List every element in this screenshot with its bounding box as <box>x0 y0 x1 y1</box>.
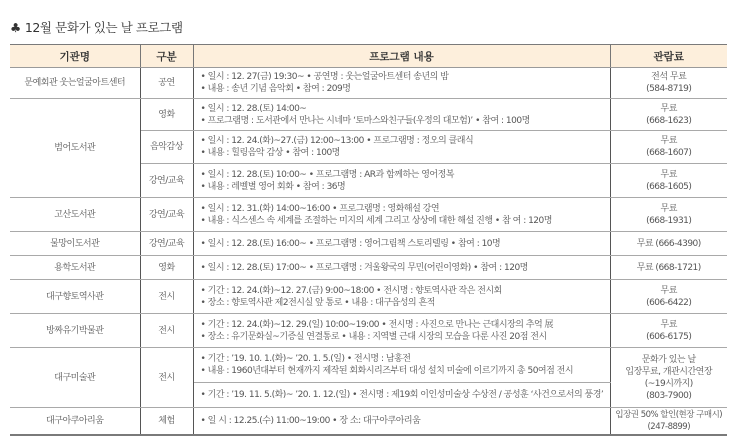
content-cell <box>193 99 610 131</box>
header-category: 구분 <box>140 45 193 68</box>
content-line: • 기간 : 12. 24.(화)~12. 29.(일) 10:00~19:00 • 전시명 : 사진으로 만나는 근대시장의 추억 展 <box>200 319 554 330</box>
org-cell: 범어도서관 <box>10 99 140 198</box>
content-line: • 일시 : 12. 27(금) 19:30~ • 공연명 : 웃는얼굴아트센터 송년의 밤 <box>200 72 449 82</box>
fee-line: 입장무료, 개관시간연장 <box>625 366 713 377</box>
content-cell <box>193 383 610 408</box>
category-cell: 영화 <box>140 256 193 280</box>
fee-cell: 무료 (666-4390) <box>610 232 727 256</box>
table-row <box>10 280 727 314</box>
fee-line: (606-6422) <box>646 297 692 308</box>
content-line: • 장소 : 향토역사관 제2전시실 앞 통로 • 내용 : 대구읍성의 흔적 <box>200 297 435 308</box>
fee-line: (668-1623) <box>646 115 692 126</box>
fee-line: 전석 무료 <box>651 72 687 82</box>
table-row <box>10 99 727 131</box>
fee-line: 무료 <box>660 103 677 114</box>
fee-cell <box>610 164 727 198</box>
fee-line: (606-6175) <box>646 331 692 342</box>
content-line: • 장소 : 유기문화실~기증실 연결통로 • 내용 : 지역별 근대 시장의 모습을 다룬 사진 20점 전시 <box>200 331 547 342</box>
content-cell <box>193 164 610 198</box>
header-program-content: 프로그램 내용 <box>193 45 610 68</box>
fee-line: 무료 <box>660 169 677 180</box>
content-line: • 내용 : 1960년대부터 현재까지 제작된 회화시리즈부터 대성 설치 미술에 이르기까지 총 50여점 전시 <box>200 366 574 376</box>
content-line: • 내용 : 송년 기념 음악회 • 참여 : 209명 <box>200 84 351 94</box>
fee-line: (803-7900) <box>646 390 692 401</box>
content-line: • 기간 : 12. 24.(화)~12. 27.(금) 9:00~18:00 • 전시명 : 향토역사관 작은 전시회 <box>200 285 502 296</box>
category-cell: 전시 <box>140 280 193 314</box>
content-line: • 일시 : 12. 28.(토) 14:00~ <box>200 103 307 114</box>
org-cell: 문예회관 웃는얼굴아트센터 <box>10 68 140 99</box>
content-line: • 일시 : 12. 24.(화)~27.(금) 12:00~13:00 • 프로그램명 : 정오의 클래식 <box>200 136 474 146</box>
content-line: • 일 시 : 12.25.(수) 11:00~19:00 • 장 소: 대구아쿠아리움 <box>200 415 421 426</box>
category-cell: 전시 <box>140 314 193 348</box>
table-row <box>10 314 727 348</box>
content-line: • 일시 : 12. 28.(토) 16:00~ • 프로그램명 : 영어그림책 스토리텔링 • 참여 : 10명 <box>200 238 501 249</box>
table-row <box>10 232 727 256</box>
table-row <box>10 348 727 383</box>
category-cell: 체험 <box>140 408 193 435</box>
content-line: • 프로그램명 : 도서관에서 만나는 시네마 ‘토마스와친구들(우정의 대모험)’ • 참여 : 100명 <box>200 115 530 126</box>
fee-line: 무료 <box>660 203 677 214</box>
content-cell <box>193 256 610 280</box>
header-fee: 관람료 <box>610 45 727 68</box>
table-row <box>10 198 727 232</box>
header-organization: 기관명 <box>10 45 140 68</box>
org-cell: 고산도서관 <box>10 198 140 232</box>
table-row <box>10 68 727 99</box>
fee-cell: 무료 (668-1721) <box>610 256 727 280</box>
fee-cell <box>610 280 727 314</box>
category-cell: 영화 <box>140 99 193 131</box>
fee-line: 입장권 50% 할인(현장 구매시) <box>615 409 723 420</box>
table-header-row <box>10 45 727 68</box>
fee-cell <box>610 314 727 348</box>
table-row <box>10 256 727 280</box>
content-line: • 기간 : ’19. 10. 1.(화)~ ’20. 1. 5.(일) • 전시명 : 남홍전 <box>200 354 411 364</box>
page-title <box>10 18 183 36</box>
category-cell: 강연/교육 <box>140 198 193 232</box>
org-cell: 물망이도서관 <box>10 232 140 256</box>
content-cell <box>193 280 610 314</box>
fee-line: 문화가 있는 날 <box>641 354 696 365</box>
org-cell: 대구아쿠아리움 <box>10 408 140 435</box>
content-line: • 일시 : 12. 28.(토) 10:00~ • 프로그램명 : AR과 함께하는 영어정복 <box>200 169 454 180</box>
content-line: • 내용 : 식스센스 속 세계를 조절하는 미지의 세계 그리고 상상에 대한 해설 진행 • 참 여 : 120명 <box>200 215 552 226</box>
fee-cell <box>610 68 727 99</box>
content-line: • 내용 : 레벨별 영어 회화 • 참여 : 36명 <box>200 181 346 192</box>
category-cell: 음악감상 <box>140 131 193 164</box>
content-line: • 일시 : 12. 28.(토) 17:00~ • 프로그램명 : 겨울왕국의 무민(어린이영화) • 참여 : 120명 <box>200 262 528 273</box>
fee-line: 무료 <box>660 136 677 146</box>
content-line: • 기간 : ’19. 11. 5.(화)~ ’20. 1. 12.(일) • 전시명 : 제19회 이인성미술상 수상전 / 공성훈 ‘사건으로서의 풍경’ <box>200 390 604 400</box>
content-cell <box>193 131 610 164</box>
fee-cell <box>610 198 727 232</box>
fee-line: 무료 <box>660 285 677 296</box>
content-cell <box>193 408 610 435</box>
content-cell <box>193 68 610 99</box>
fee-line: (668-1605) <box>646 181 692 192</box>
org-cell: 대구향토역사관 <box>10 280 140 314</box>
fee-line: 무료 <box>660 319 677 330</box>
program-table <box>10 44 727 436</box>
category-cell: 공연 <box>140 68 193 99</box>
fee-line: (668-1607) <box>646 148 692 158</box>
content-line: • 내용 : 힐링음악 감상 • 참여 : 100명 <box>200 148 340 158</box>
content-cell <box>193 314 610 348</box>
club-icon: ♣ <box>10 20 21 35</box>
org-cell: 대구미술관 <box>10 348 140 408</box>
fee-cell <box>610 131 727 164</box>
fee-line: (~19시까지) <box>644 378 693 389</box>
org-cell: 용학도서관 <box>10 256 140 280</box>
fee-line: (584-8719) <box>646 84 692 94</box>
fee-line: (668-1931) <box>646 215 692 226</box>
category-cell: 전시 <box>140 348 193 408</box>
fee-cell <box>610 348 727 408</box>
content-cell <box>193 198 610 232</box>
content-cell <box>193 232 610 256</box>
fee-cell <box>610 408 727 435</box>
category-cell: 강연/교육 <box>140 164 193 198</box>
page-title-text: 12월 문화가 있는 날 프로그램 <box>24 20 183 35</box>
content-cell <box>193 348 610 383</box>
category-cell: 강연/교육 <box>140 232 193 256</box>
content-line: • 일시 : 12. 31.(화) 14:00~16:00 • 프로그램명 : 영화해설 강연 <box>200 203 440 214</box>
fee-cell <box>610 99 727 131</box>
fee-line: (247-8899) <box>647 421 691 432</box>
org-cell: 방짜유기박물관 <box>10 314 140 348</box>
table-row <box>10 408 727 435</box>
